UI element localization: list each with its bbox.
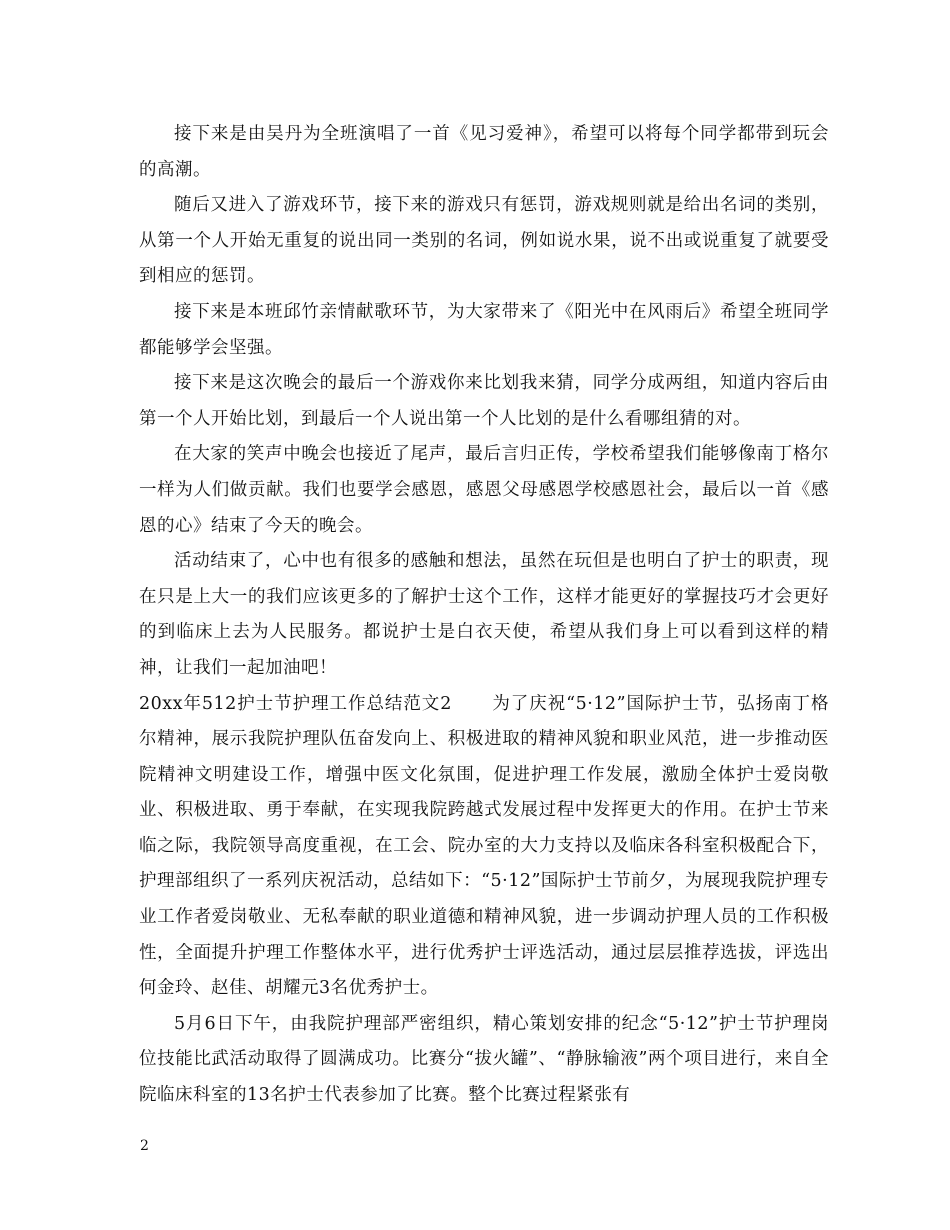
paragraph-song-performance: 接下来是由吴丹为全班演唱了一首《见习爱神》，希望可以将每个同学都带到玩会的高潮。: [139, 124, 829, 180]
paragraph-skills-contest: 5月6日下午，由我院护理部严密组织，精心策划安排的纪念“5·12”护士节护理岗位技能比武活动取得了圆满成功。比赛分“拔火罐”、“静脉输液”两个项目进行，来自全院临床科室的13名护士代表参加了比赛。整个比赛过程紧张有: [139, 1013, 829, 1106]
paragraph-song-dedication: 接下来是本班邱竹亲情献歌环节，为大家带来了《阳光中在风雨后》希望全班同学都能够学会坚强。: [139, 301, 829, 358]
paragraph-final-game: 接下来是这次晚会的最后一个游戏你来比划我来猜，同学分成两组，知道内容后由第一个人开始比划，到最后一个人说出第一个人比划的是什么看哪组猜的对。: [139, 373, 829, 429]
page-number: 2: [140, 1138, 149, 1154]
paragraph-reflection: 活动结束了，心中也有很多的感触和想法，虽然在玩但是也明白了护士的职责，现在只是上大一的我们应该更多的了解护士这个工作，这样才能更好的掌握技巧才会更好的到临床上去为人民服务。都说护士是白衣天使，希望从我们身上可以看到这样的精神，让我们一起加油吧！: [139, 551, 829, 678]
paragraph-closing: 在大家的笑声中晚会也接近了尾声，最后言归正传，学校希望我们能够像南丁格尔一样为人们做贡献。我们也要学会感恩，感恩父母感恩学校感恩社会，最后以一首《感恩的心》结束了今天的晚会。: [139, 444, 829, 536]
document-body: [139, 117, 829, 1114]
section-paragraph: [139, 687, 829, 1007]
section-intro-text: 为了庆祝“5·12”国际护士节，弘扬南丁格尔精神，展示我院护理队伍奋发向上、积极进取的精神风貌和职业风范，进一步推动医院精神文明建设工作，增强中医文化氛围，促进护理工作发展，激励全体护士爱岗敬业、积极进取、勇于奉献，在实现我院跨越式发展过程中发挥更大的作用。在护士节来临之际，我院领导高度重视，在工会、院办室的大力支持以及临床各科室积极配合下，护理部组织了一系列庆祝活动，总结如下：“5·12”国际护士节前夕，为展现我院护理专业工作者爱岗敬业、无私奉献的职业道德和精神风貌，进一步调动护理人员的工作积极性，全面提升护理工作整体水平，进行优秀护士评选活动，通过层层推荐选拔，评选出何金玲、赵佳、胡耀元3名优秀护士。: [139, 693, 829, 999]
section-title: 20xx年512护士节护理工作总结范文2: [139, 693, 452, 714]
paragraph-game-rules: 随后又进入了游戏环节，接下来的游戏只有惩罚，游戏规则就是给出名词的类别，从第一个人开始无重复的说出同一类别的名词，例如说水果，说不出或说重复了就要受到相应的惩罚。: [139, 195, 829, 287]
